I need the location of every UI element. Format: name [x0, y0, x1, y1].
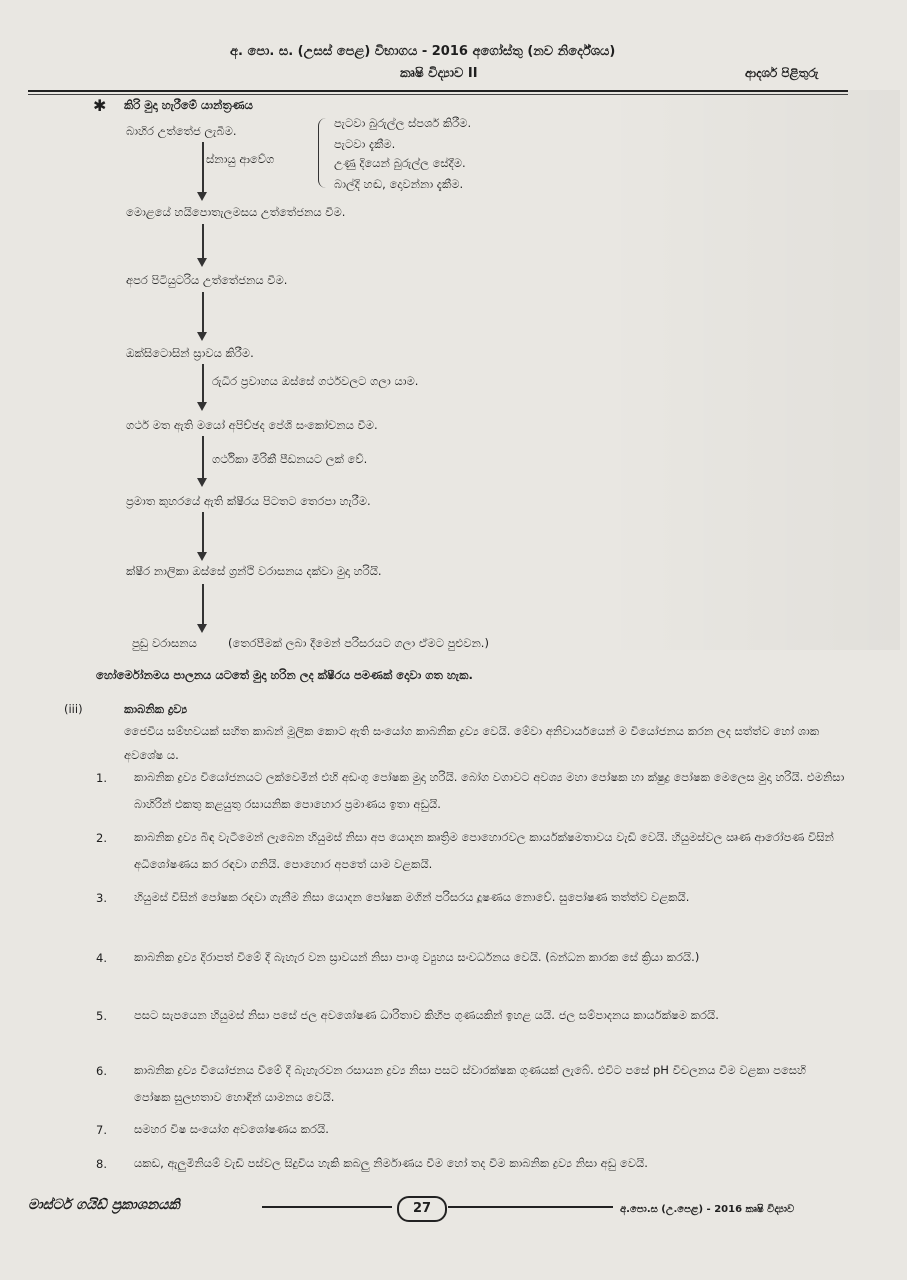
arrow-2-line [202, 224, 204, 260]
flow-side-5: ගර්ථිකා මිරිකී පීඩනයට ලක් වේ. [212, 452, 368, 466]
item-2-text: කාබනික ද්‍රව්‍ය බිඳ වැටීමෙන් ලැබෙන හියුමස් නිසා අප යොදන කෘත්‍රිම පොහොරවල කාර්යක්ෂමතාවය වැඩි වෙයි. හියුමස්වල ඍණ ආරෝපණ විසින් අධිශෝෂණය කර රඳවා ගනියි. පොහොර අපතේ යාම වළකයි. [134, 830, 834, 871]
page-number: 27 [397, 1196, 447, 1222]
section-number: (iii) [64, 702, 83, 716]
section-intro: ජෛවීය සම්භවයක් සහිත කාබන් මූලික කොට ඇති සංයෝග කාබනික ද්‍රව්‍ය වෙයි. මේවා අනිවාර්යයෙන් ම වියෝජනය කරන ලද සත්ත්ව හෝ ශාක අවශේෂ ය. [124, 724, 820, 762]
stimulus-3: උණු දියෙන් බුරුල්ල සේදීම. [334, 156, 466, 170]
footer-rule-right [448, 1206, 613, 1208]
arrow-6-line [202, 512, 204, 554]
arrow-3-line [202, 292, 204, 334]
header-rule [28, 90, 848, 92]
stimulus-1: පැටවා බුරුල්ල ස්පර්ශ කිරීම. [334, 116, 472, 130]
flow-step-3: අපර පිටියුටරිය උත්තේජනය වීම. [126, 273, 288, 287]
stimuli-brace [318, 118, 329, 188]
arrow-4-line [202, 364, 204, 404]
item-1-text: කාබනික ද්‍රව්‍ය වියෝජනයට ලක්වෙමින් එහි අඩංගු පෝෂක මුදා හරියි. බෝග වගාවට අවශ්‍ය මහා පෝෂක හා ක්ෂුද්‍ර පෝෂක මෙලෙස මුදා හරියි. එමනිසා බාහිරින් එකතු කළයුතු රසායනික පොහොර ප්‍රමාණය ඉතා අඩුයි. [134, 770, 845, 811]
flow-conclusion: හෝර්මෝනමය පාලනය යටතේ මුදා හරින ලද ක්ෂීරය පමණක් දොවා ගත හැක. [96, 668, 473, 682]
publisher-name: මාස්ටර් ගයිඩ් ප්‍රකාශනයකි [28, 1197, 180, 1213]
flow-step-1: බාහිර උත්තේජ ලැබීම. [126, 124, 237, 138]
flow-side-4: රුධිර ප්‍රවාහය ඔස්සේ ගර්ථවලට ගලා යාම. [212, 374, 419, 388]
item-8-number: 8. [96, 1157, 107, 1171]
footer-exam-label: අ.පො.ස (උ.පෙළ) - 2016 කෘෂි විද්‍යාව [620, 1204, 795, 1215]
item-5-number: 5. [96, 1009, 107, 1023]
header-rule-thin [28, 94, 848, 95]
arrow-6-head [197, 552, 207, 561]
stimulus-4: බාල්දි හඬ, දොවන්නා දැකීම. [334, 177, 464, 191]
arrow-4-head [197, 402, 207, 411]
nerve-impulse-label: ස්නායු ආවේග [206, 152, 275, 166]
arrow-1-head [197, 192, 207, 201]
item-3-number: 3. [96, 891, 107, 905]
item-7-number: 7. [96, 1123, 107, 1137]
section-title: කාබනික ද්‍රව්‍ය [124, 702, 188, 716]
item-5-text: පසට සැපයෙන හියුමස් නිසා පසේ ජල අවශෝෂණ ධාරිතාව කිහිප ගුණයකින් ඉහළ යයි. ජල සම්පාදනය කාර්යක්ෂම කරයි. [134, 1008, 719, 1022]
item-2-number: 2. [96, 831, 107, 845]
stimulus-2: පැටවා දැකීම. [334, 137, 396, 151]
item-7-text: සමහර විෂ සංයෝග අවශෝෂණය කරයි. [134, 1122, 329, 1136]
arrow-5-head [197, 478, 207, 487]
item-6-number: 6. [96, 1064, 107, 1078]
subject-title: කෘෂි විද්‍යාව II [400, 66, 478, 81]
arrow-3-head [197, 332, 207, 341]
arrow-1-line [202, 142, 204, 194]
flow-heading: කිරි මුදා හැරීමේ යාන්ත්‍රණය [124, 98, 253, 112]
arrow-5-line [202, 436, 204, 480]
star-bullet: ✱ [93, 96, 107, 115]
flow-step-4: ඔක්සිටොසින් ස්‍රාවය කිරීම. [126, 346, 254, 360]
flow-step-7: ක්ෂීර නාලිකා ඔස්සේ ග්‍රන්ථි වරාසනය දක්වා මුදා හරියි. [126, 564, 382, 578]
item-3-text: හියුමස් විසින් පෝෂක රඳවා ගැනීම නිසා යොදන පෝෂක මගින් පරිසරය දූෂණය නොවේ. සුපෝෂණ තත්ත්ව වළකයි. [134, 890, 690, 904]
arrow-7-head [197, 624, 207, 633]
footer-rule-left [262, 1206, 392, 1208]
answer-label: ආදර්ශ පිළිතුරු [745, 66, 819, 80]
flow-step-5: ගර්ථ මත ඇති මයෝ අපිච්ඡද පේශි සංකෝචනය වීම. [126, 418, 378, 432]
item-4-text: කාබනික ද්‍රව්‍ය දිරාපත් වීමේ දී බැහැර වන ස්‍රාවයන් නිසා පාංශු ව්‍යුහය සංවර්ධනය වෙයි. (බන්ධන කාරක සේ ක්‍රියා කරයි.) [134, 950, 700, 964]
page-shading [600, 90, 900, 650]
item-1-number: 1. [96, 771, 107, 785]
flow-step-8-note: (තෙරපීමක් ලබා දීමෙන් පරිසරයට ගලා ඒමට පුළුවන.) [228, 636, 489, 650]
item-4-number: 4. [96, 951, 107, 965]
exam-title: අ. පො. ස. (උසස් පෙළ) විභාගය - 2016 අගෝස්තු (නව නිර්දේශය) [230, 44, 616, 59]
item-6-text: කාබනික ද්‍රව්‍ය වියෝජනය වීමේ දී බැහැරවන රසායන ද්‍රව්‍ය නිසා පසට ස්වාරක්ෂක ගුණයක් ලැබේ. එවිට පසේ pH විචලනය වීම වළකා පසෙහි පෝෂක සුලභතාව හොඳින් යාමනය වෙයි. [134, 1063, 807, 1104]
flow-step-6: ප්‍රමාත කුහරයේ ඇති ක්ෂීරය පිටතට තෙරපා හැරීම. [126, 494, 371, 508]
arrow-7-line [202, 584, 204, 626]
flow-step-8: පුඩු වරාසනය [132, 636, 197, 650]
item-8-text: යකඩ, ඇලුමිනියම් වැඩි පස්වල සිදුවිය හැකි කබලු නිර්මාණය වීම හෝ තද වීම කාබනික ද්‍රව්‍ය නිසා අඩු වෙයි. [134, 1156, 648, 1170]
flow-step-2: මොළයේ හයිපොතැලමසය උත්තේජනය වීම. [126, 205, 346, 219]
arrow-2-head [197, 258, 207, 267]
